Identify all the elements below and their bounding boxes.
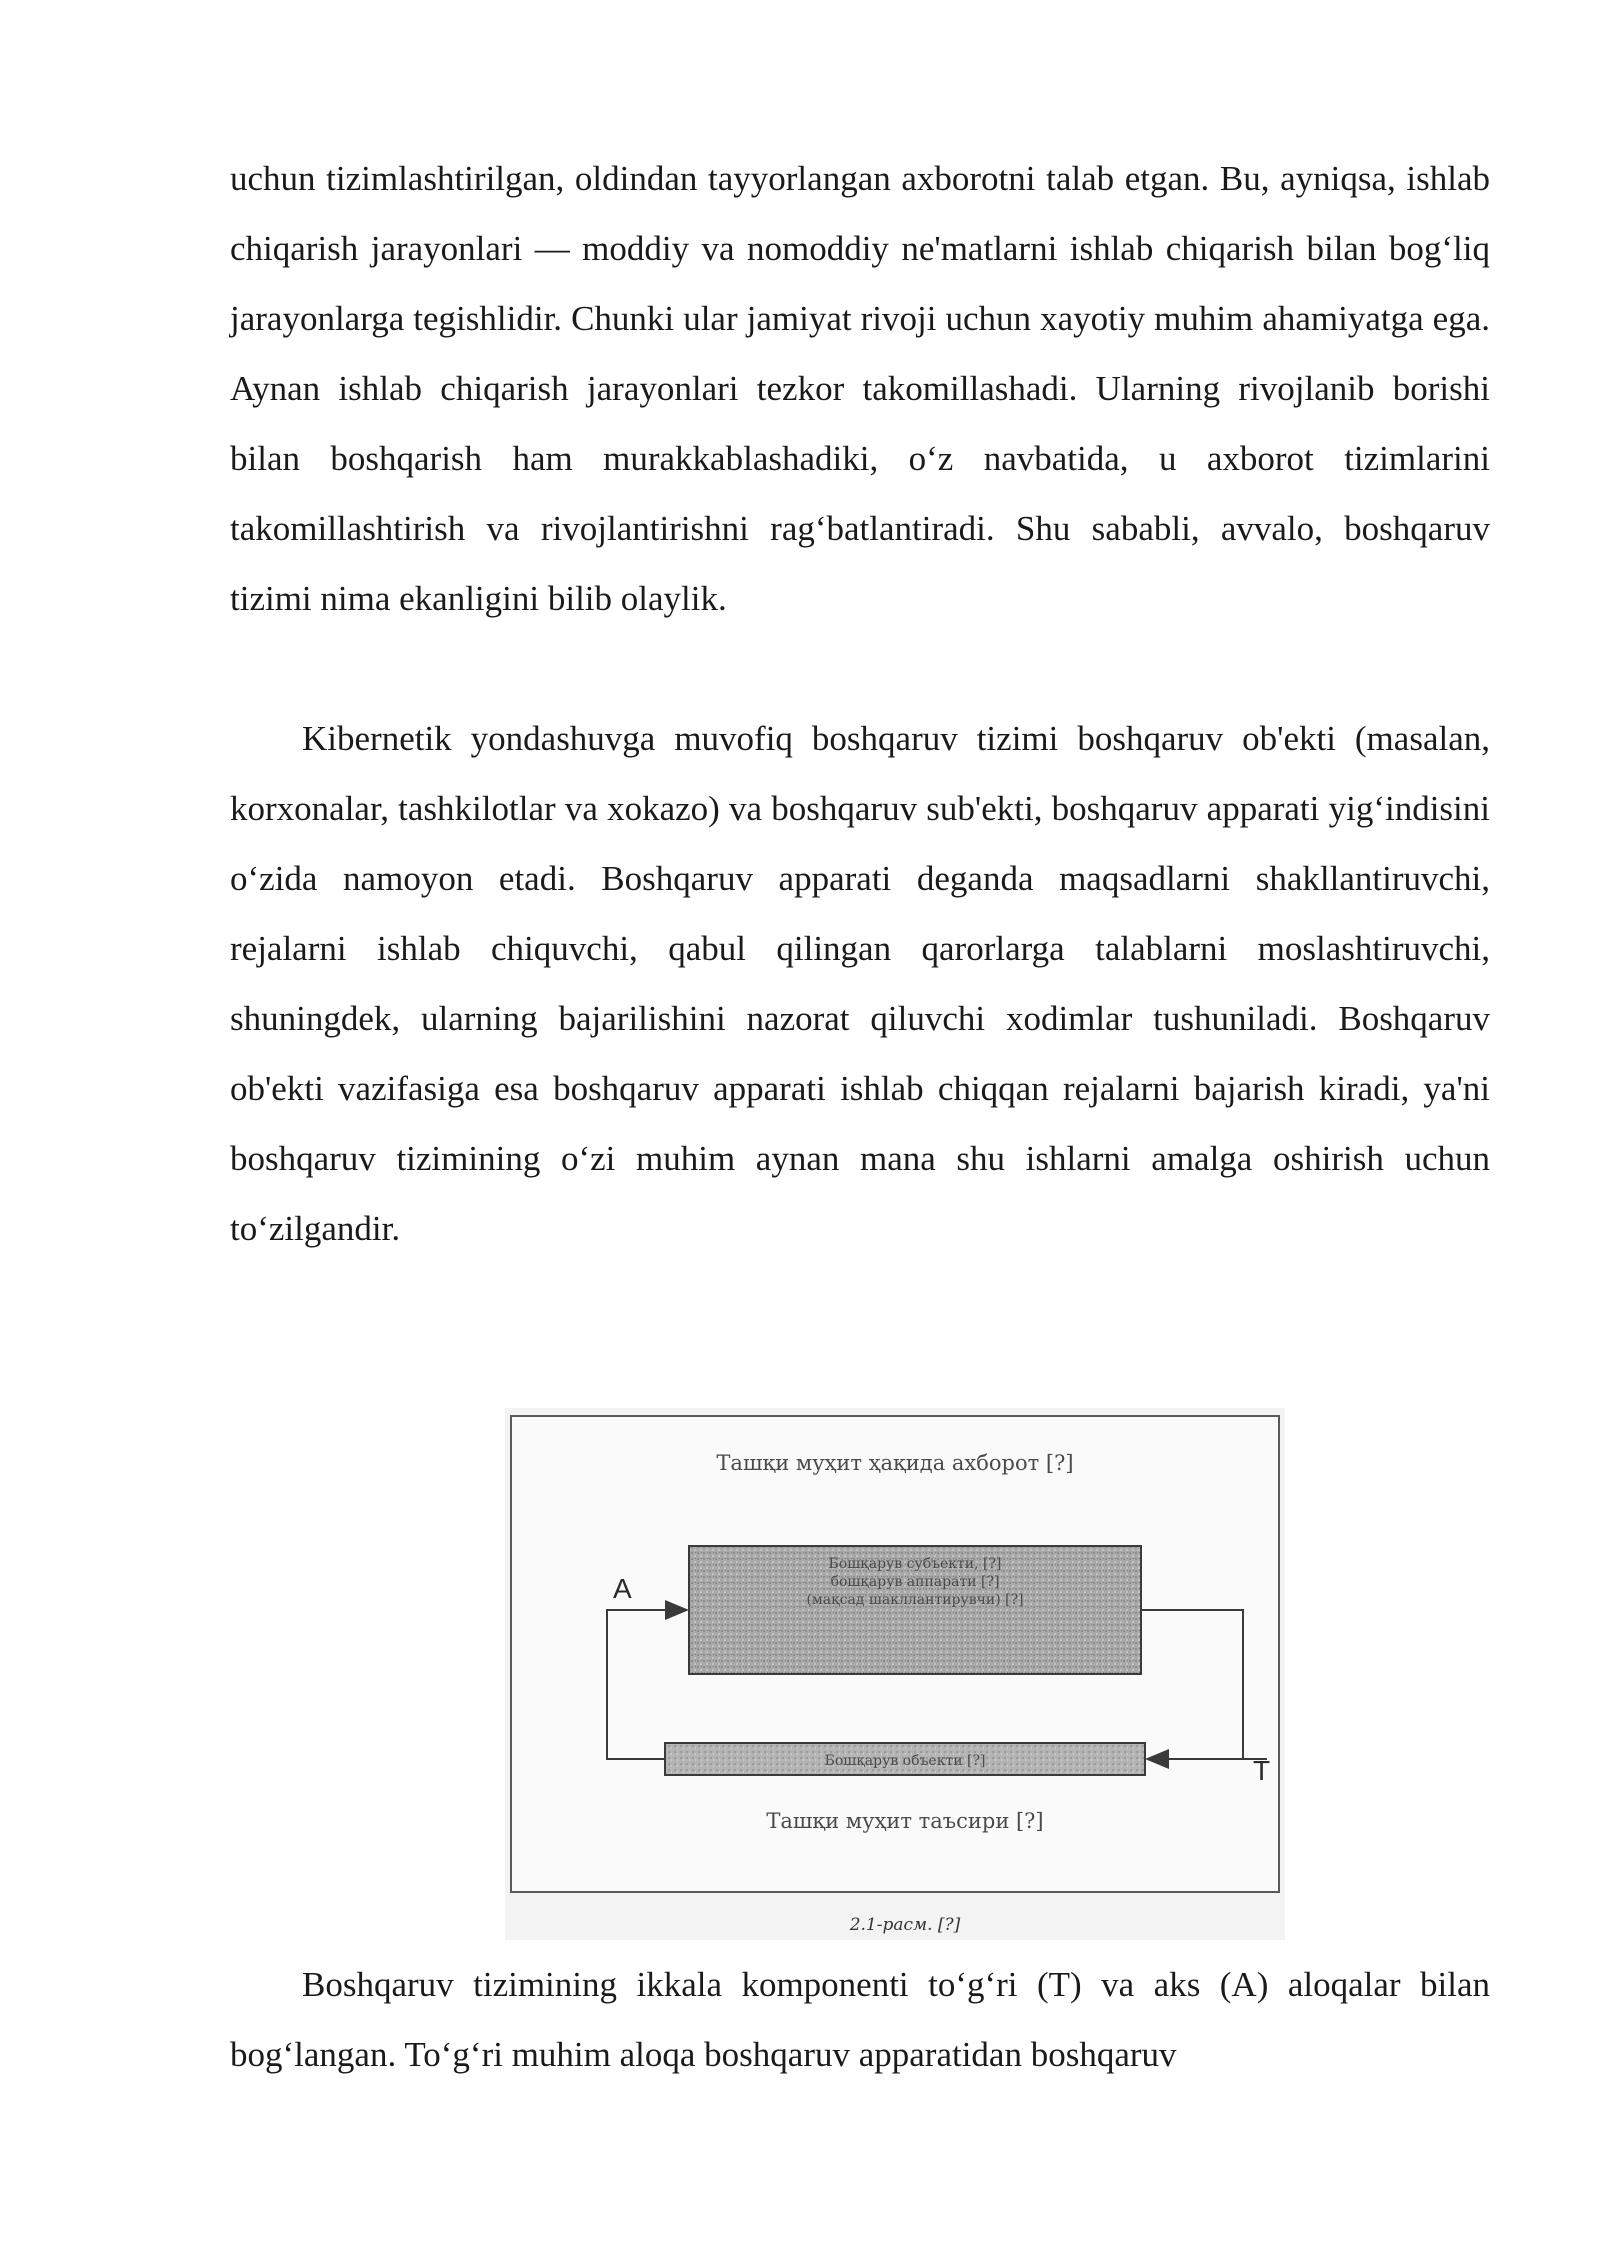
subject-box-line-2: бошқарув аппарати [?]: [830, 1574, 1000, 1590]
figure-caption: 2.1-расм. [?]: [849, 1915, 961, 1935]
control-system-figure: [505, 1408, 1285, 1940]
object-box-label: Бошқарув объекти [?]: [824, 1753, 986, 1769]
figure-diagram: [505, 1408, 1285, 1940]
figure-top-label: Ташқи муҳит ҳақида ахборот [?]: [716, 1451, 1074, 1475]
figure-bottom-label: Ташқи муҳит таъсири [?]: [766, 1809, 1044, 1833]
direct-arrow-t-label: T: [1253, 1755, 1271, 1786]
subject-box-line-1: Бошқарув субъекти, [?]: [828, 1556, 1002, 1572]
subject-box-line-3: (мақсад шакллантирувчи) [?]: [806, 1592, 1024, 1608]
paragraph-3: Boshqaruv tizimining ikkala komponenti to‘g‘ri (T) va aks (A) aloqalar bilan bog‘langan. To‘g‘ri muhim aloqa boshqaruv apparatidan boshqaruv: [230, 1965, 1490, 2074]
paragraph-2: Kibernetik yondashuvga muvofiq boshqaruv tizimi boshqaruv ob'ekti (masalan, korxonalar, tashkilotlar va xokazo) va boshqaruv sub'ekti, boshqaruv apparati yig‘indisini o‘zida namoyon etadi. Boshqaruv apparati deganda maqsadlarni shakllantiruvchi, rejalarni ishlab chiquvchi, qabul qilingan qarorlarga talablarni moslashtiruvchi, shuningdek, ularning bajarilishini nazorat qiluvchi xodimlar tushuniladi. Boshqaruv ob'ekti vazifasiga esa boshqaruv apparati ishlab chiqqan rejalarni bajarish kiradi, ya'ni boshqaruv tizimining o‘zi muhim aynan mana shu ishlarni amalga oshirish uchun to‘zilgandir.: [230, 719, 1490, 1248]
paragraph-1: uchun tizimlashtirilgan, oldindan tayyorlangan axborotni talab etgan. Bu, ayniqsa, ishlab chiqarish jarayonlari — moddiy va nomoddiy ne'matlarni ishlab chiqarish bilan bog‘liq jarayonlarga tegishlidir. Chunki ular jamiyat rivoji uchun xayotiy muhim ahamiyatga ega. Aynan ishlab chiqarish jarayonlari tezkor takomillashadi. Ularning rivojlanib borishi bilan boshqarish ham murakkablashadiki, o‘z navbatida, u axborot tizimlarini takomillashtirish va rivojlantirishni rag‘batlantiradi. Shu sababli, avvalo, boshqaruv tizimi nima ekanligini bilib olaylik.: [230, 159, 1490, 618]
feedback-arrow-a-label: A: [613, 1573, 632, 1604]
